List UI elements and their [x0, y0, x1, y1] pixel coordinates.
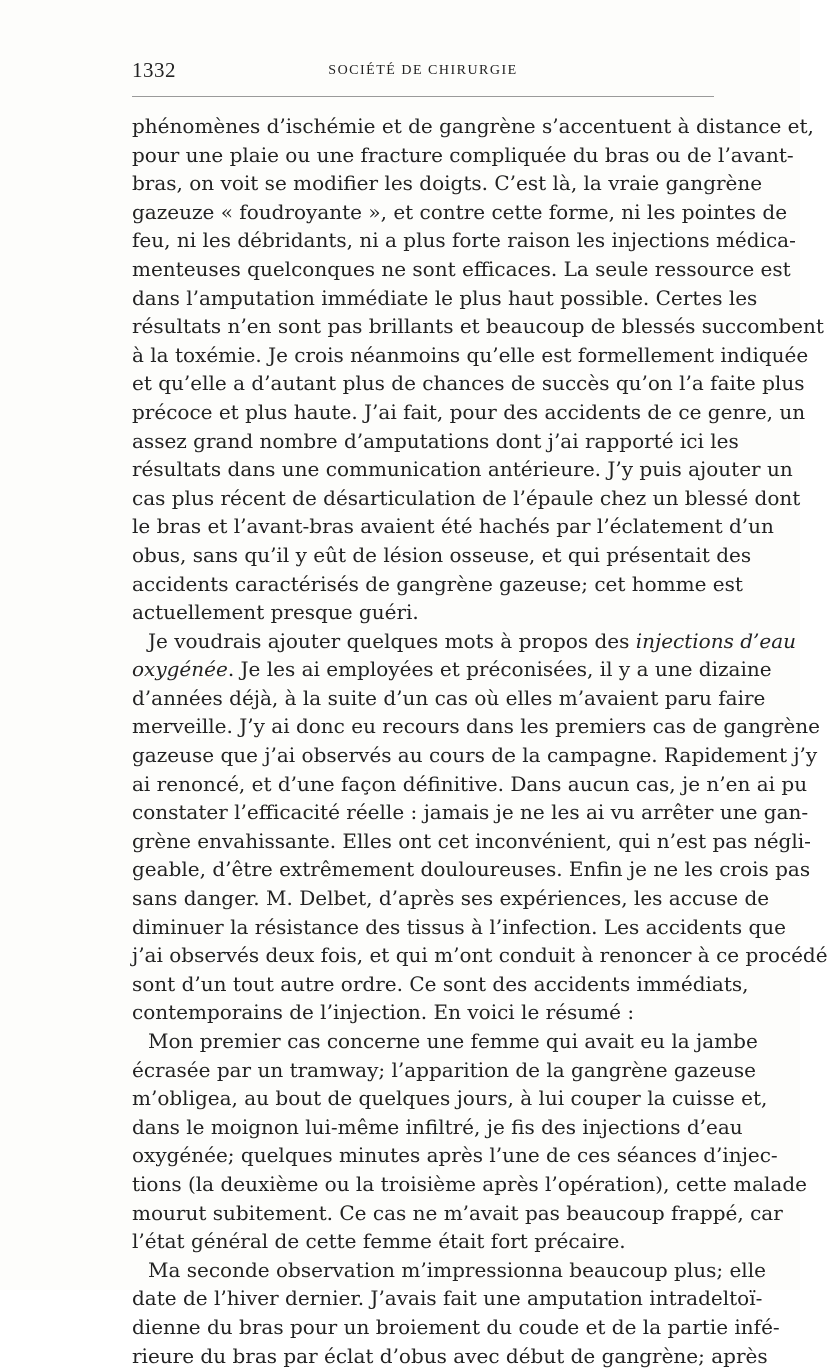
text-line: dans le moignon lui-même infiltré, je fis des injections d’eau	[132, 1114, 743, 1139]
text-line	[132, 627, 797, 656]
text-line: gazeuse que j’ai observés au cours de la campagne. Rapidement j’y	[132, 743, 818, 768]
text-line: obus, sans qu’il y eût de lésion osseuse, et qui présentait des	[132, 542, 752, 567]
text-run: Je voudrais ajouter quelques mots à propos des	[148, 628, 636, 653]
text-line: geable, d’être extrêmement douloureuses. Enfin je ne les crois pas	[132, 857, 811, 882]
text-line: à la toxémie. Je crois néanmoins qu’elle est formellement indiquée	[132, 342, 809, 367]
text-line: le bras et l’avant-bras avaient été hachés par l’éclatement d’un	[132, 514, 774, 539]
text-line: dienne du bras pour un broiement du coude et de la partie infé-	[132, 1314, 780, 1339]
paragraph-3	[132, 1027, 807, 1256]
text-line: m’obligea, au bout de quelques jours, à lui couper la cuisse et,	[132, 1086, 768, 1111]
paragraph-1	[132, 112, 824, 627]
text-line: mourut subitement. Ce cas ne m’avait pas beaucoup frappé, car	[132, 1200, 783, 1225]
text-line: date de l’hiver dernier. J’avais fait une amputation intradeltoï-	[132, 1286, 763, 1311]
italic-term: injections d’eau	[635, 628, 797, 653]
paragraph-2	[132, 627, 828, 1027]
text-line: assez grand nombre d’amputations dont j’ai rapporté ici les	[132, 428, 739, 453]
text-line: constater l’efficacité réelle : jamais je ne les ai vu arrêter une gan-	[132, 800, 809, 825]
header-rule	[132, 96, 714, 97]
text-line: phénomènes d’ischémie et de gangrène s’accentuent à distance et,	[132, 114, 814, 138]
text-line: cas plus récent de désarticulation de l’épaule chez un blessé dont	[132, 485, 801, 510]
text-line: ai renoncé, et d’une façon définitive. Dans aucun cas, je n’en ai pu	[132, 771, 808, 796]
text-line: actuellement presque guéri.	[132, 600, 419, 625]
text-line: tions (la deuxième ou la troisième après l’opération), cette malade	[132, 1171, 807, 1196]
text-line: dans l’amputation immédiate le plus haut possible. Certes les	[132, 285, 758, 310]
text-line: grène envahissante. Elles ont cet inconvénient, qui n’est pas négli-	[132, 828, 811, 853]
text-line: oxygénée; quelques minutes après l’une de ces séances d’injec-	[132, 1143, 778, 1168]
text-line: d’années déjà, à la suite d’un cas où elles m’avaient paru faire	[132, 685, 766, 710]
text-line: l’état général de cette femme était fort précaire.	[132, 1229, 626, 1254]
text-line: menteuses quelconques ne sont efficaces. La seule ressource est	[132, 256, 791, 281]
text-line: feu, ni les débridants, ni a plus forte raison les injections médica-	[132, 228, 796, 253]
text-line: j’ai observés deux fois, et qui m’ont conduit à renoncer à ce procédé	[132, 943, 828, 968]
text-line: et qu’elle a d’autant plus de chances de succès qu’on l’a faite plus	[132, 371, 805, 396]
text-line: accidents caractérisés de gangrène gazeuse; cet homme est	[132, 571, 743, 596]
text-line: écrasée par un tramway; l’apparition de la gangrène gazeuse	[132, 1057, 757, 1082]
text-line: sont d’un tout autre ordre. Ce sont des accidents immédiats,	[132, 971, 749, 996]
text-line: précoce et plus haute. J’ai fait, pour des accidents de ce genre, un	[132, 399, 806, 424]
body-text	[132, 112, 828, 1370]
text-line: sans danger. M. Delbet, d’après ses expériences, les accuse de	[132, 886, 770, 911]
text-line: résultats dans une communication antérieure. J’y puis ajouter un	[132, 457, 793, 482]
text-line	[132, 655, 772, 684]
text-run: . Je les ai employées et préconisées, il y a une dizaine	[227, 657, 772, 682]
text-line: diminuer la résistance des tissus à l’infection. Les accidents que	[132, 914, 787, 939]
text-line: rieure du bras par éclat d’obus avec début de gangrène; après	[132, 1343, 768, 1368]
paragraph-4	[132, 1256, 780, 1370]
text-line: bras, on voit se modifier les doigts. C’est là, la vraie gangrène	[132, 171, 763, 196]
text-line: résultats n’en sont pas brillants et beaucoup de blessés succombent	[132, 314, 824, 339]
text-line: merveille. J’y ai donc eu recours dans les premiers cas de gangrène	[132, 714, 820, 739]
text-line: gazeuze « foudroyante », et contre cette forme, ni les pointes de	[132, 199, 788, 224]
running-title: SOCIÉTÉ DE CHIRURGIE	[328, 63, 518, 78]
text-line: Mon premier cas concerne une femme qui avait eu la jambe	[148, 1029, 758, 1053]
running-head	[132, 58, 714, 88]
text-line: pour une plaie ou une fracture compliquée du bras ou de l’avant-	[132, 142, 794, 167]
italic-term: oxygénée	[132, 657, 228, 682]
text-line: Ma seconde observation m’impressionna beaucoup plus; elle	[148, 1257, 766, 1282]
page-number: 1332	[132, 58, 176, 82]
text-line: contemporains de l’injection. En voici le résumé :	[132, 1000, 635, 1025]
